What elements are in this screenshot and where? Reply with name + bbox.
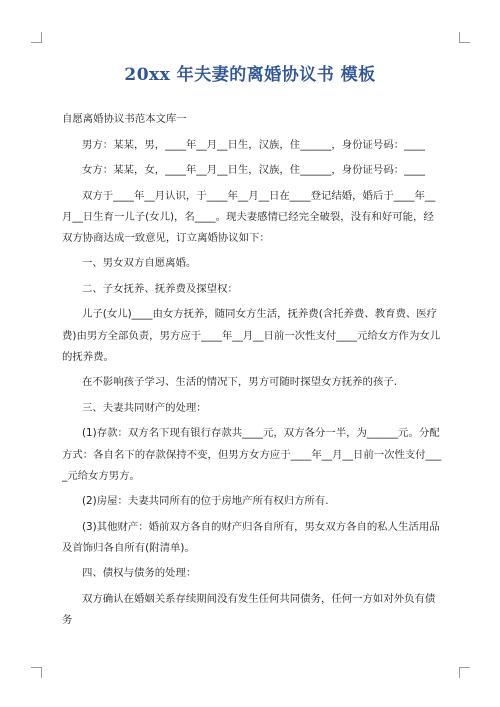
paragraph: 四、债权与债务的处理： bbox=[82, 567, 197, 580]
paragraph: (2)房屋：夫妻共同所有的位于房地产所有权归方所有. bbox=[82, 495, 329, 508]
document-body bbox=[62, 109, 442, 636]
crop-mark-top-right bbox=[459, 32, 470, 43]
paragraph: (1)存款：双方名下现有银行存款共____元，双方各分一半，为______元。分配方式：各自名下的存款保持不变，但男方女方应于____年__月__日前一次性支付____元给女方男方。 bbox=[62, 427, 442, 482]
paragraph: 二、子女抚养、抚养费及探望权： bbox=[82, 282, 238, 295]
crop-mark-top-left bbox=[31, 32, 42, 43]
paragraph: 双方确认在婚姻关系存续期间没有发生任何共同债务，任何一方如对外负有债务 bbox=[62, 592, 436, 627]
paragraph: 自愿离婚协议书范本文库一 bbox=[62, 113, 187, 125]
paragraph: 在不影响孩子学习、生活的情况下，男方可随时探望女方抚养的孩子. bbox=[82, 376, 398, 389]
paragraph: 一、男女双方自愿离婚。 bbox=[82, 257, 197, 270]
paragraph: 双方于____年__月认识，于____年__月__日在____登记结婚，婚后于____年__月__日生育一儿子(女儿)，名____。现夫妻感情已经完全破裂，没有和好可能，经双方协商达成一致意见，订立离婚协议如下： bbox=[62, 189, 436, 244]
paragraph: (3)其他财产：婚前双方各自的财产归各自所有，男女双方各自的私人生活用品及首饰归各自所有(附清单)。 bbox=[62, 520, 440, 554]
paragraph: 女方：某某，女，____年__月__日生，汉族，住______，身份证号码：____ bbox=[82, 164, 425, 176]
paragraph: 男方：某某，男，____年__月__日生，汉族，住______，身份证号码：____ bbox=[82, 138, 425, 151]
crop-mark-bottom-right bbox=[459, 667, 470, 678]
paragraph: 三、夫妻共同财产的处理： bbox=[82, 401, 207, 414]
crop-mark-bottom-left bbox=[31, 667, 42, 678]
paragraph: 儿子(女儿)____由女方抚养，随同女方生活，抚养费(含托养费、教育费、医疗费)由男方全部负责，男方应于____年__月__日前一次性支付____元给女方作为女儿的抚养费。 bbox=[62, 308, 441, 363]
document-title: 20xx 年夫妻的离婚协议书 模板 bbox=[124, 65, 376, 85]
